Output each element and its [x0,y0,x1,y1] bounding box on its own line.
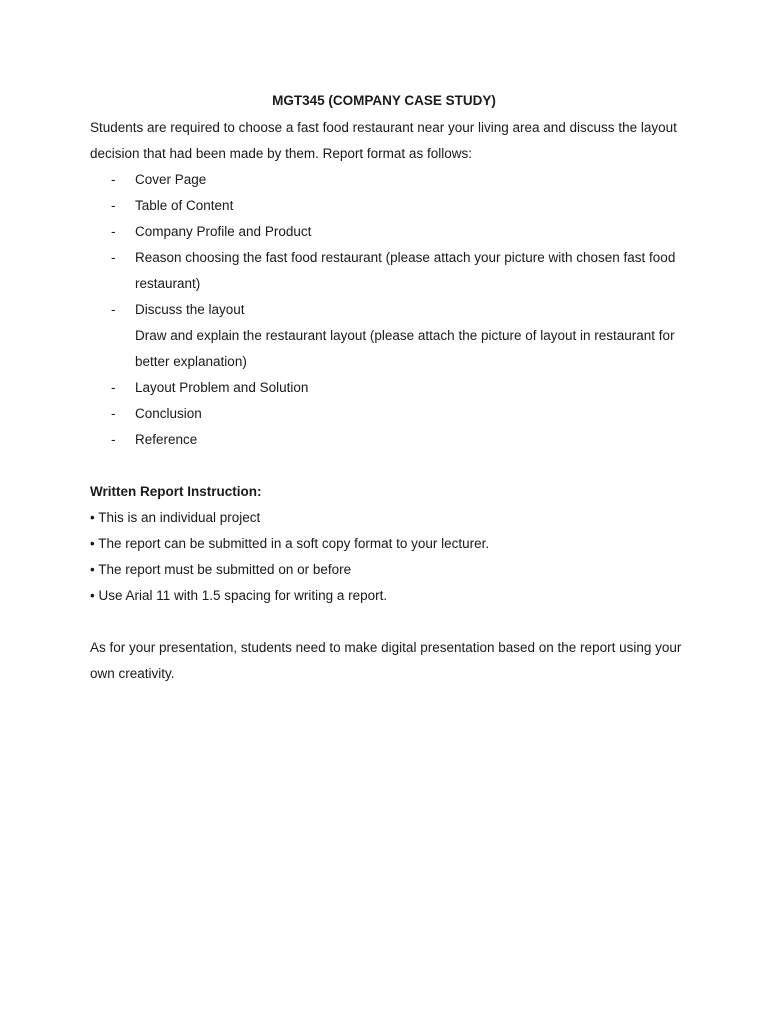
intro-line-1: Students are required to choose a fast food restaurant near your living area and discuss the layout [90,120,677,135]
instruction-bullet: • The report must be submitted on or before [90,562,352,577]
list-item-table-of-content: Table of Content [135,198,234,213]
instruction-bullet: • This is an individual project [90,510,261,525]
list-marker: - [111,406,116,421]
list-item-reason-choosing: Reason choosing the fast food restaurant (please attach your picture with chosen fast food [135,250,676,265]
list-marker: - [111,250,116,265]
list-marker: - [111,198,116,213]
presentation-line-2: own creativity. [90,666,175,681]
instruction-bullet: • The report can be submitted in a soft copy format to your lecturer. [90,536,490,551]
presentation-line-1: As for your presentation, students need to make digital presentation based on the report using your [90,640,682,655]
list-marker: - [111,224,116,239]
instruction-bullet: • Use Arial 11 with 1.5 spacing for writing a report. [90,588,388,603]
list-item-layout-problem: Layout Problem and Solution [135,380,309,395]
list-item-discuss-continuation-2: better explanation) [135,354,247,369]
list-item-discuss-continuation: Draw and explain the restaurant layout (please attach the picture of layout in restaurant for [135,328,675,343]
document-title: MGT345 (COMPANY CASE STUDY) [272,93,496,108]
list-item-cover-page: Cover Page [135,172,207,187]
list-marker: - [111,380,116,395]
list-item-reason-continuation: restaurant) [135,276,201,291]
intro-line-2: decision that had been made by them. Report format as follows: [90,146,472,161]
list-marker: - [111,302,116,317]
list-marker: - [111,172,116,187]
list-item-conclusion: Conclusion [135,406,202,421]
list-item-reference: Reference [135,432,198,447]
list-item-company-profile: Company Profile and Product [135,224,312,239]
instructions-heading: Written Report Instruction: [90,484,262,499]
list-marker: - [111,432,116,447]
list-item-discuss-layout: Discuss the layout [135,302,245,317]
